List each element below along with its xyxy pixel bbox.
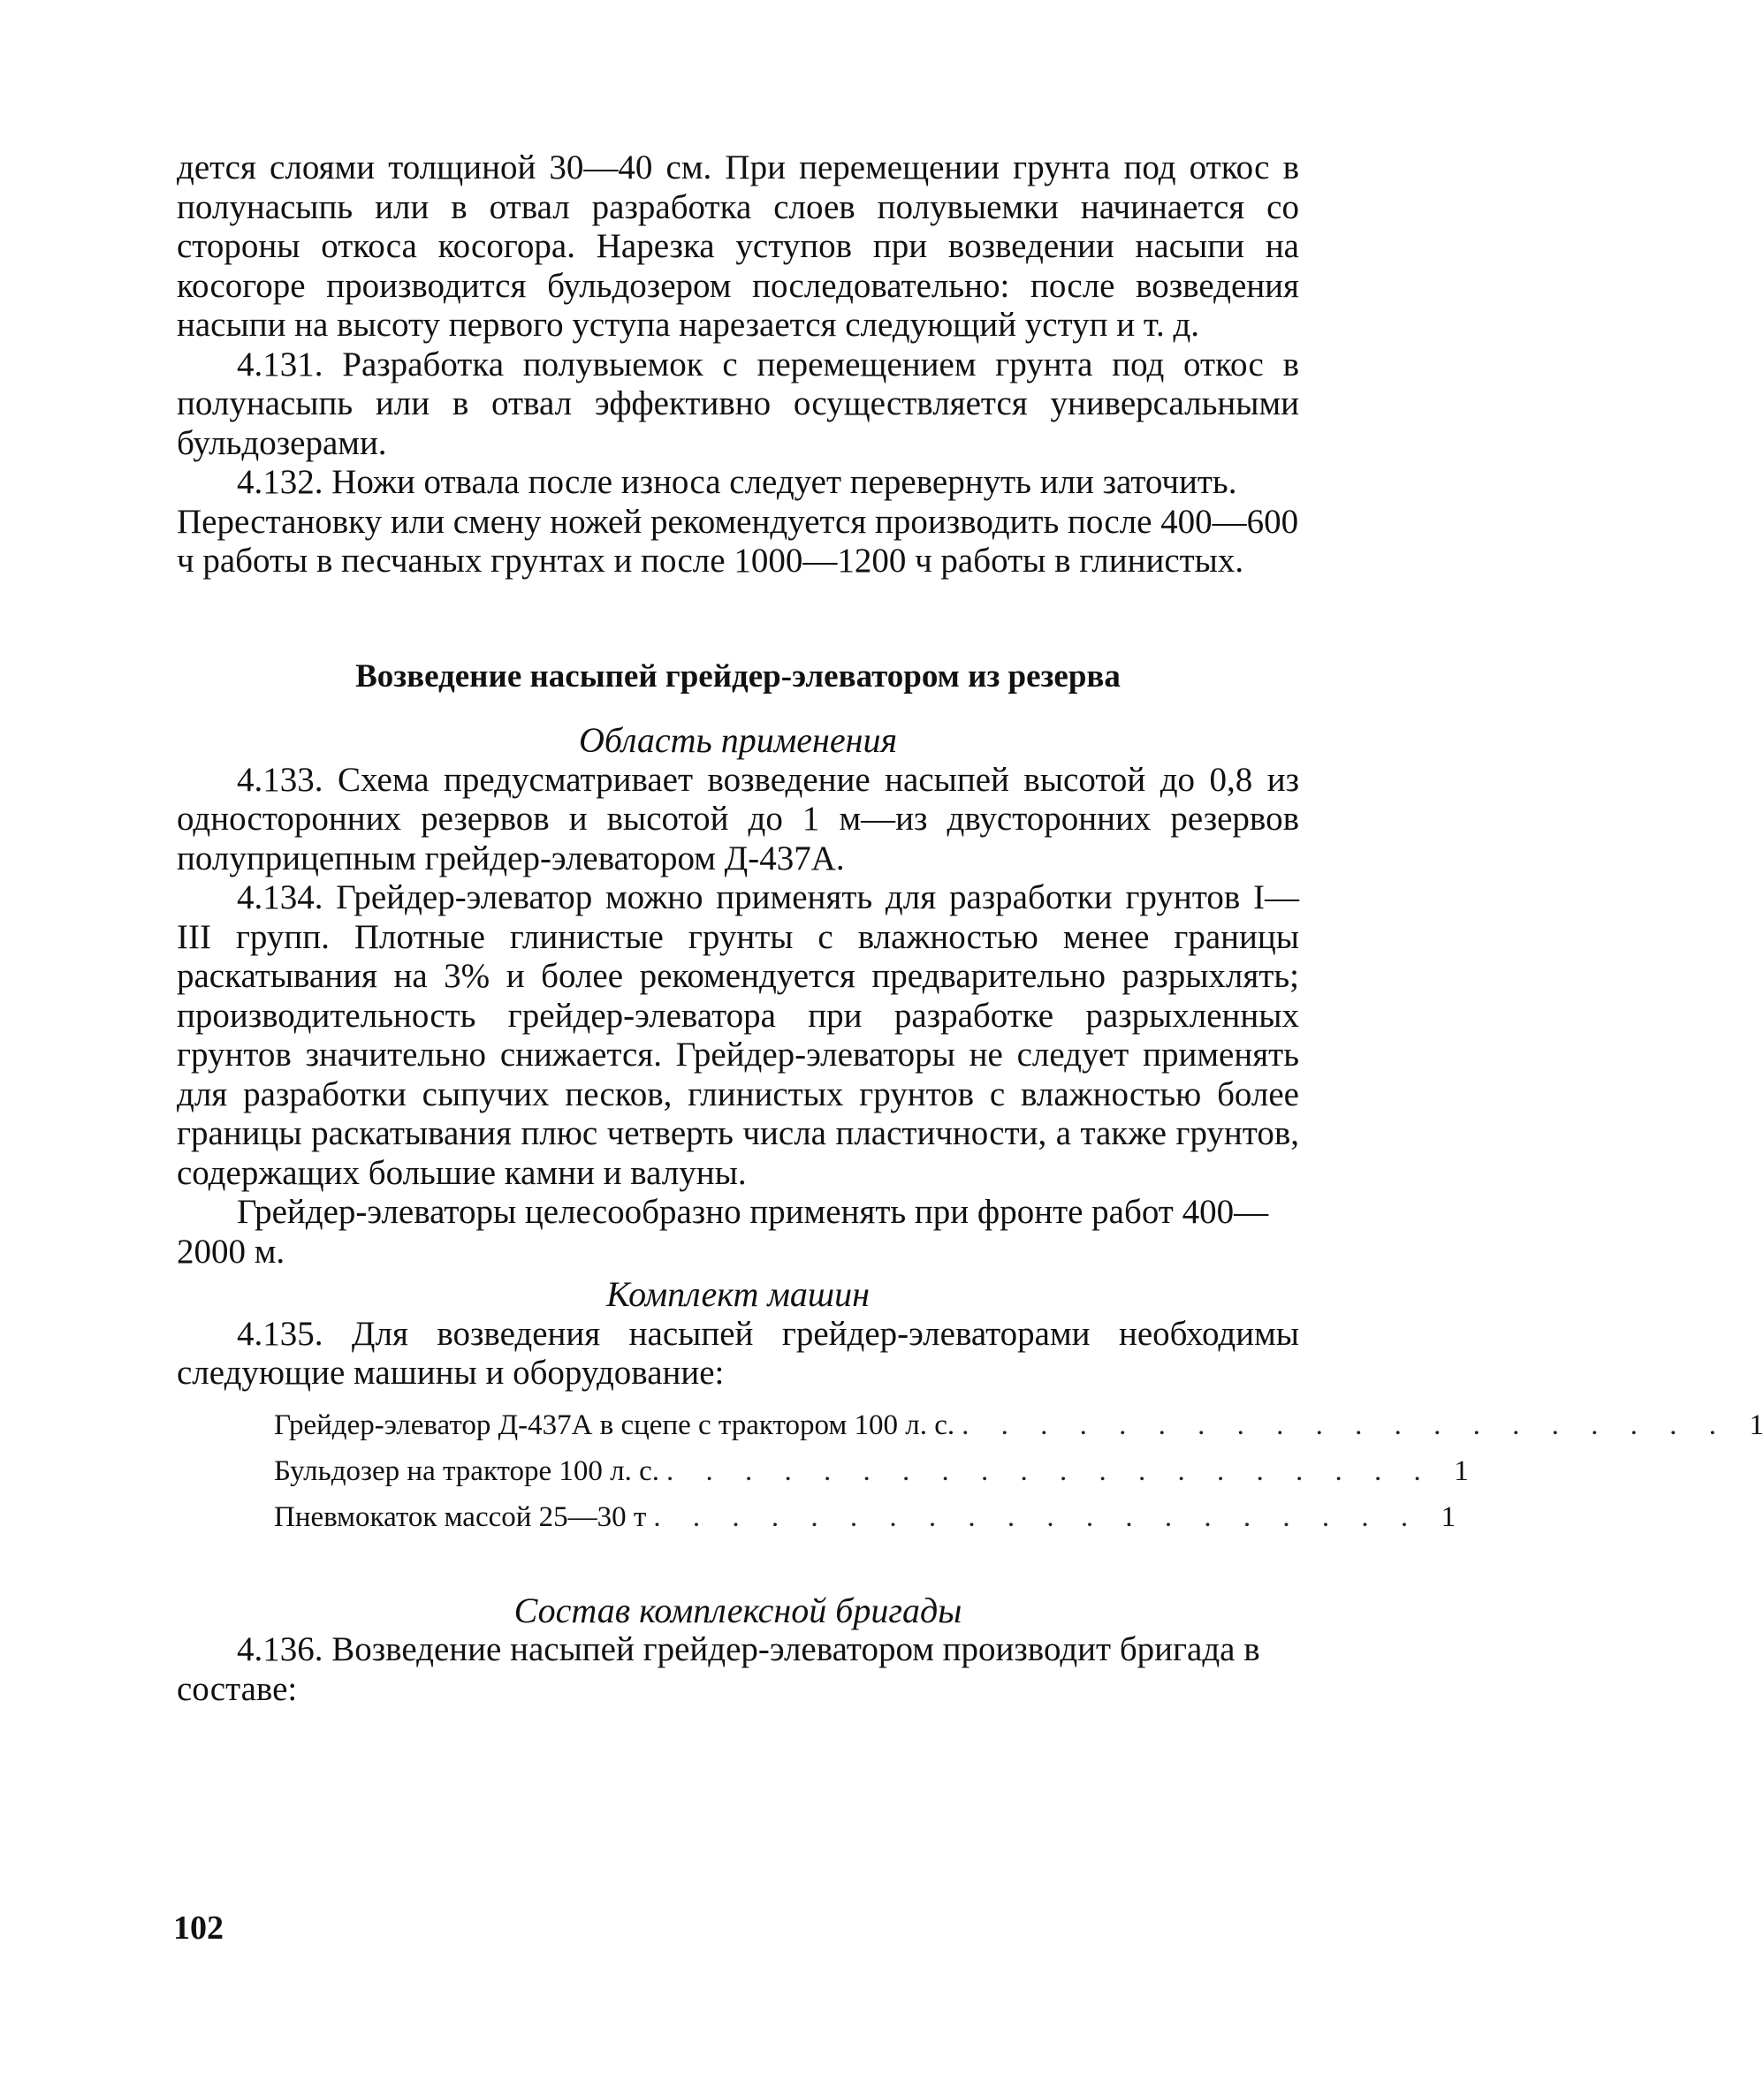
equipment-qty: 1 — [1441, 1500, 1456, 1533]
leader-dots: . . . . . . . . . . . . . . . . . . . . — [962, 1408, 1729, 1441]
subheading-scope: Область применения — [578, 720, 898, 760]
page-number: 102 — [173, 1910, 224, 1947]
paragraph-4-134: 4.134. Грейдер-элеватор можно применять для разработки грунтов I—III групп. Плотные глинистые грунты с влажностью менее границы раскатывания на 3% и более рекомендуется предварительно разрыхлять; производительность грейдер-элеватора при разработке разрыхленных грунтов значительно снижается. Грейдер-элеваторы не следует применять для разработки сыпучих песков, глинистых грунтов с влажностью более границы раскатывания плюс четверть числа пластичности, а также грунтов, содержащих большие камни и валуны. — [177, 878, 1299, 1192]
equipment-qty: 1 — [1749, 1408, 1764, 1441]
paragraph-front-of-works: Грейдер-элеваторы целесообразно применять при фронте работ 400—2000 м. — [177, 1193, 1269, 1271]
equipment-row — [274, 1402, 1764, 1448]
equipment-qty: 1 — [1454, 1454, 1469, 1487]
paragraph-4-133: 4.133. Схема предусматривает возведение насыпей высотой до 0,8 из односторонних резервов и высотой до 1 м—из двусторонних резервов полуприцепным грейдер-элеватором Д-437А. — [177, 760, 1299, 877]
equipment-label: Грейдер-элеватор Д-437А в сцепе с трактором 100 л. с. — [274, 1408, 955, 1441]
subheading-machines: Комплект машин — [606, 1274, 870, 1314]
equipment-row — [274, 1448, 1469, 1494]
equipment-label: Бульдозер на тракторе 100 л. с. — [274, 1454, 660, 1487]
subheading-brigade: Состав комплексной бригады — [513, 1590, 962, 1630]
section-heading: Возведение насыпей грейдер-элеватором из резерва — [355, 657, 1121, 695]
text-column — [177, 148, 1764, 1709]
leader-dots: . . . . . . . . . . . . . . . . . . . . — [666, 1454, 1433, 1487]
equipment-label: Пневмокаток массой 25—30 т — [274, 1500, 647, 1533]
equipment-row — [274, 1494, 1456, 1540]
paragraph-4-131: 4.131. Разработка полувыемок с перемещением грунта под откос в полунасыпь или в отвал эффективно осуществляется универсальными бульдозерами. — [177, 345, 1299, 462]
leader-dots: . . . . . . . . . . . . . . . . . . . . — [653, 1500, 1421, 1533]
paragraph-continuation: дется слоями толщиной 30—40 см. При перемещении грунта под откос в полунасыпь или в отвал разработка слоев полувыемки начинается со стороны откоса косогора. Нарезка уступов при возведении насыпи на косогоре производится бульдозером последовательно: после возведения насыпи на высоту первого уступа нарезается следующий уступ и т. д. — [177, 148, 1299, 344]
equipment-list — [274, 1402, 1764, 1540]
paragraph-4-135: 4.135. Для возведения насыпей грейдер-элеваторами необходимы следующие машины и оборудование: — [177, 1314, 1299, 1392]
paragraph-4-132: 4.132. Ножи отвала после износа следует перевернуть или заточить. Перестановку или смену ножей рекомендуется производить после 400—600 ч работы в песчаных грунтах и после 1000—1200 ч работы в глинистых. — [177, 463, 1299, 580]
paragraph-4-136: 4.136. Возведение насыпей грейдер-элеватором производит бригада в составе: — [177, 1630, 1260, 1708]
